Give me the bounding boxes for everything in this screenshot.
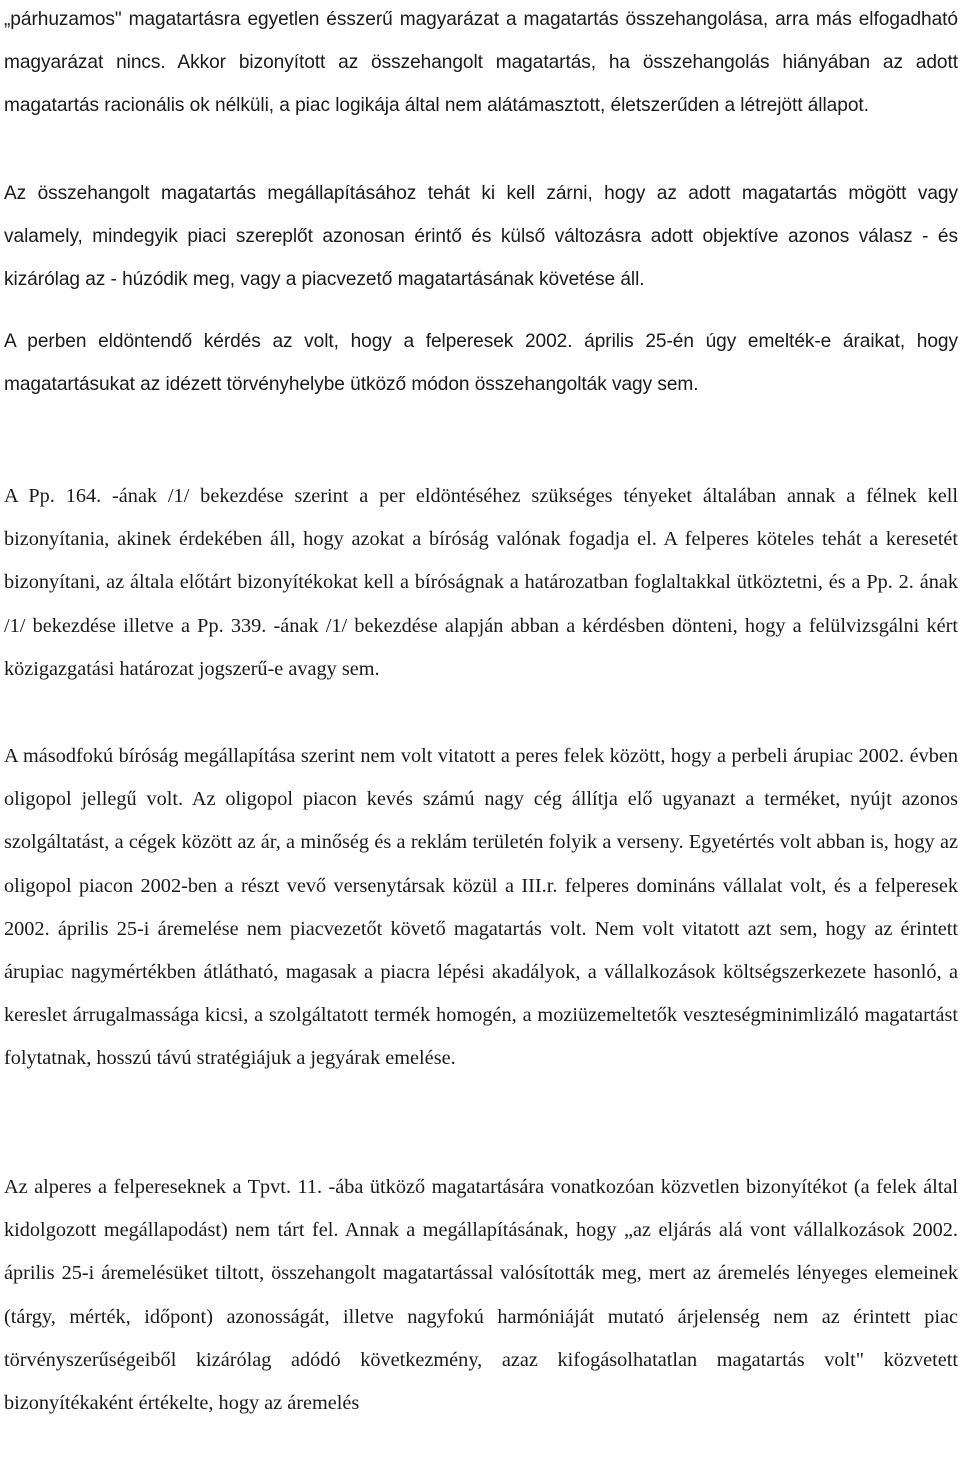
paragraph-indirect-evidence: Az alperes a felpereseknek a Tpvt. 11. -ába ütköző magatartására vonatkozóan közvetlen bizonyítékot (a felek által kidolgozott megállapodást) nem tárt fel. Annak a megállapításának, hogy „az eljárás alá vont vállalkozások 2002. április 25-i áremelésüket tiltott, összehangolt magatartással valósították meg, mert az áremelés lényeges elemeinek (tárgy, mérték, időpont) azonosságát, illetve nagyfokú harmóniáját mutató árjelenség nem az érintett piac törvényszerűségeiből kizárólag adódó következmény, azaz kifogásolhatatlan magatartás volt" közvetett bizonyítékaként értékelte, hogy az áremelés — [4, 1176, 958, 1415]
paragraph-concerted-practice-test: Az összehangolt magatartás megállapításához tehát ki kell zárni, hogy az adott magatartás mögött vagy valamely, mindegyik piaci szereplőt azonosan érintő és külső változásra adott objektíve azonos válasz - és kizárólag az - húzódik meg, vagy a piacvezető magatartásának követése áll. — [4, 183, 958, 291]
paragraph-question-in-dispute: A perben eldöntendő kérdés az volt, hogy a felperesek 2002. április 25-én úgy emelték-e áraikat, hogy magatartásukat az idézett törvényhelybe ütköző módon összehangolták vagy sem. — [4, 331, 958, 396]
paragraph-burden-of-proof: A Pp. 164. -ának /1/ bekezdése szerint a per eldöntéséhez szükséges tényeket általában annak a félnek kell bizonyítania, akinek érdekében áll, hogy azokat a bíróság valónak fogadja el. A felperes köteles tehát a keresetét bizonyítani, az általa előtárt bizonyítékokat kell a bíróságnak a határozatban foglaltakkal ütköztetni, és a Pp. 2. ának /1/ bekezdése illetve a Pp. 339. -ának /1/ bekezdése alapján abban a kérdésben dönteni, hogy a felülvizsgálni kért közigazgatási határozat jogszerű-e avagy sem. — [4, 485, 958, 680]
paragraph-parallel-conduct: „párhuzamos" magatartásra egyetlen ésszerű magyarázat a magatartás összehangolása, arra más elfogadható magyarázat nincs. Akkor bizonyított az összehangolt magatartás, ha összehangolás hiányában az adott magatartás racionális ok nélküli, a piac logikája által nem alátámasztott, életszerűden a létrejött állapot. — [4, 9, 958, 117]
paragraph-market-findings: A másodfokú bíróság megállapítása szerint nem volt vitatott a peres felek között, hogy a perbeli árupiac 2002. évben oligopol jellegű volt. Az oligopol piacon kevés számú nagy cég állítja elő ugyanazt a terméket, nyújt azonos szolgáltatást, a cégek között az ár, a minőség és a reklám területén folyik a verseny. Egyetértés volt abban is, hogy az oligopol piacon 2002-ben a részt vevő versenytársak közül a III.r. felperes domináns vállalat volt, és a felperesek 2002. április 25-i áremelése nem piacvezetőt követő magatartás volt. Nem volt vitatott azt sem, hogy az érintett árupiac nagymértékben átlátható, magasak a piacra lépési akadályok, a vállalkozások költségszerkezete hasonló, a kereslet árrugalmassága kicsi, a szolgáltatott termék homogén, a moziüzemeltetők veszteségminimlizáló magatartást folytatnak, hosszú távú stratégiájuk a jegyárak emelése. — [4, 745, 958, 1070]
